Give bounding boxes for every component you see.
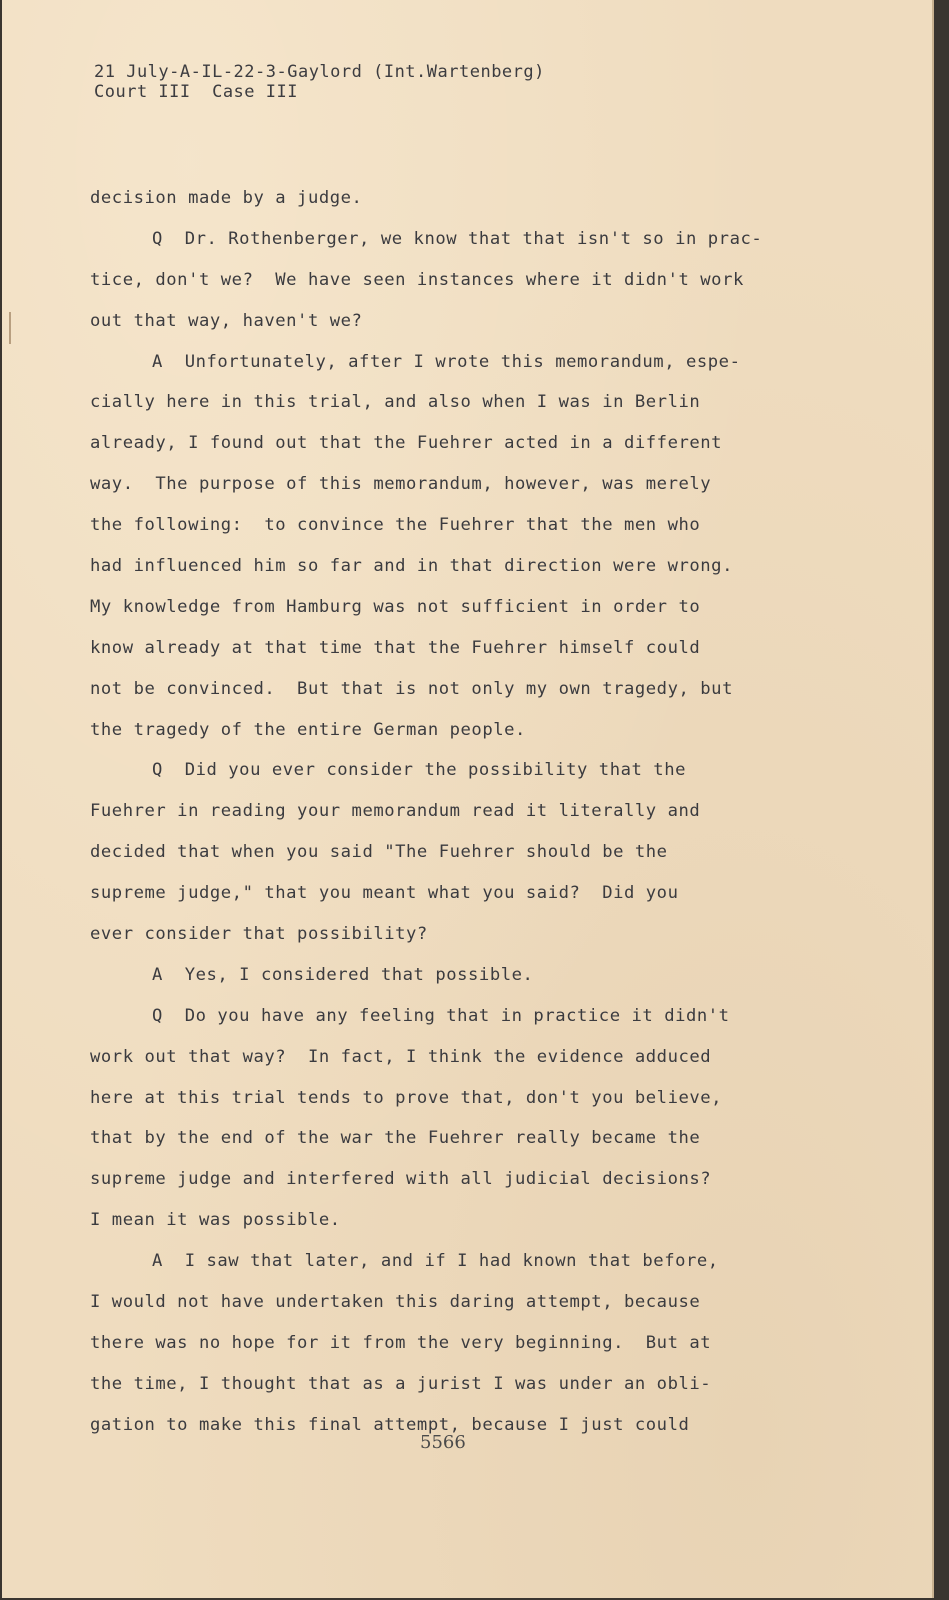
text-line: ever consider that possibility? [90,924,428,945]
header-line-session: 21 July-A-IL-22-3-Gaylord (Int.Wartenberg) [94,62,545,82]
text-line: decided that when you said "The Fuehrer should be the [90,842,668,863]
text-line: I mean it was possible. [90,1210,341,1231]
text-line: decision made by a judge. [90,188,363,208]
text-line: out that way, haven't we? [90,310,363,331]
text-line: supreme judge and interfered with all judicial decisions? [90,1169,712,1190]
text-line: Fuehrer in reading your memorandum read it literally and [90,801,701,822]
text-line: work out that way? In fact, I think the evidence adduced [90,1046,712,1067]
text-line: A Yes, I considered that possible. [152,964,534,985]
text-line: supreme judge," that you meant what you said? Did you [90,883,679,904]
text-line: My knowledge from Hamburg was not sufficient in order to [90,596,701,617]
text-line: A I saw that later, and if I had known that before, [152,1251,719,1272]
text-line: not be convinced. But that is not only my own tragedy, but [90,678,733,699]
text-line: Q Do you have any feeling that in practice it didn't [152,1005,730,1026]
text-line: I would not have undertaken this daring attempt, because [90,1292,701,1313]
text-line: cially here in this trial, and also when I was in Berlin [90,392,701,413]
text-line: tice, don't we? We have seen instances where it didn't work [90,269,744,290]
text-line: A Unfortunately, after I wrote this memorandum, espe- [152,351,741,372]
text-line: already, I found out that the Fuehrer acted in a different [90,433,723,454]
text-line: the tragedy of the entire German people. [90,719,526,740]
text-line: Q Did you ever consider the possibility that the [152,760,686,781]
text-line: had influenced him so far and in that direction were wrong. [90,556,733,577]
header-line-court: Court III Case III [94,82,298,102]
text-line: the time, I thought that as a jurist I was under an obli- [90,1373,712,1394]
text-line: gation to make this final attempt, because I just could [90,1414,690,1435]
transcript-body [90,178,830,1446]
document-header [94,62,545,102]
text-line: that by the end of the war the Fuehrer really became the [90,1128,701,1149]
text-line: way. The purpose of this memorandum, however, was merely [90,474,712,495]
text-line: there was no hope for it from the very beginning. But at [90,1332,712,1353]
margin-mark [9,312,11,344]
text-line: Q Dr. Rothenberger, we know that that isn't so in prac- [152,228,763,249]
transcript-page [2,0,934,1598]
page-number: 5566 [420,1432,466,1453]
text-line: here at this trial tends to prove that, don't you believe, [90,1087,723,1108]
text-line: the following: to convince the Fuehrer that the men who [90,515,701,536]
text-line: know already at that time that the Fuehrer himself could [90,637,701,658]
